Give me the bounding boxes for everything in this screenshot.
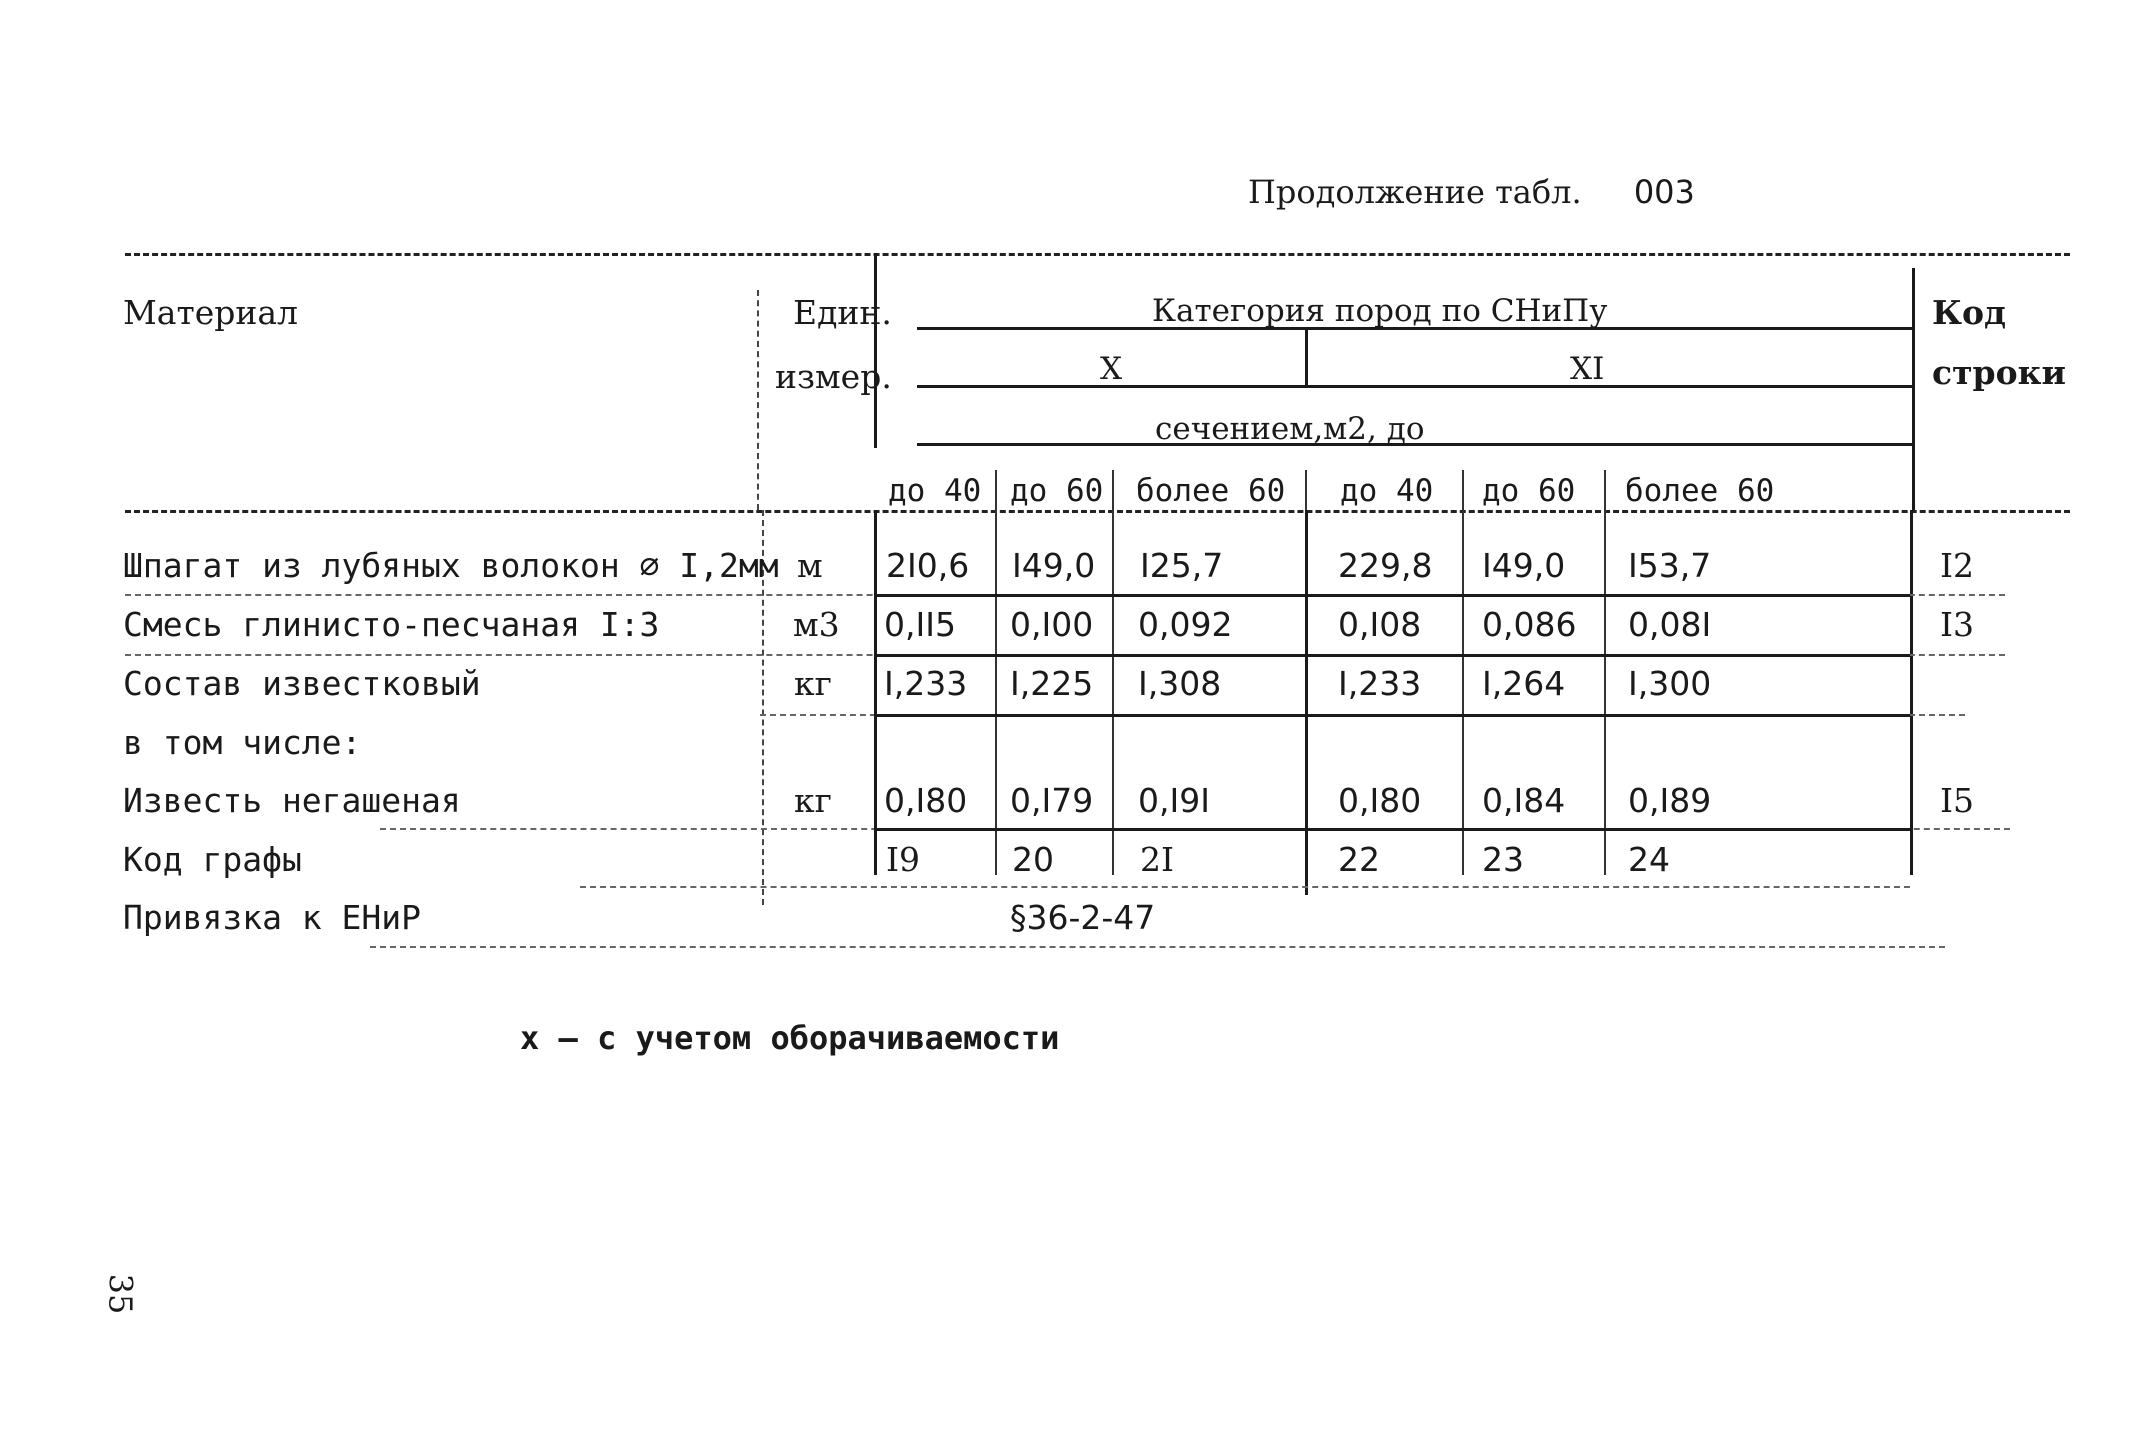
row-value: 0,I80	[1338, 781, 1422, 820]
header-material: Материал	[123, 293, 299, 332]
row-value: 229,8	[1338, 546, 1433, 585]
row-code: I3	[1940, 605, 1975, 644]
header-unit-line1: Един.	[793, 293, 892, 332]
header-bottom-rule	[125, 510, 2070, 513]
row-value: I,233	[1338, 664, 1422, 703]
subheader-sep-5	[1604, 470, 1606, 510]
row-value: 0,I79	[1010, 781, 1094, 820]
row-value: I,264	[1482, 664, 1566, 703]
col-sep-4	[1462, 510, 1464, 875]
column-codes-label: Код графы	[123, 840, 302, 879]
subheader-x-60: до 60	[1010, 473, 1104, 509]
header-unit-line2: измер.	[775, 357, 892, 396]
row-value: 0,I00	[1010, 605, 1094, 644]
subheader-sep-4	[1462, 470, 1464, 510]
column-code: 2I	[1140, 840, 1175, 879]
subheader-sep-3	[1305, 470, 1307, 510]
row-rule-3-values	[874, 714, 1910, 717]
row-value: I,300	[1628, 664, 1712, 703]
row-unit: м	[797, 546, 823, 585]
header-code-line1: Код	[1932, 293, 2007, 332]
header-group-xi: XI	[1570, 351, 1605, 387]
row-unit: м3	[793, 605, 840, 644]
subheader-xi-over60: более 60	[1625, 473, 1775, 509]
col-sep-group	[1305, 510, 1308, 895]
table-caption	[1248, 172, 1695, 212]
row-rule-1-values	[874, 594, 1910, 597]
row-value: I49,0	[1012, 546, 1096, 585]
row-rule-5-values	[874, 828, 1910, 831]
group-divider	[1305, 328, 1308, 386]
header-group-x: X	[1100, 351, 1123, 387]
column-code: I9	[886, 840, 921, 879]
subheader-x-over60: более 60	[1136, 473, 1286, 509]
caption-text: Продолжение табл.	[1248, 173, 1582, 211]
page-number: 35	[101, 1273, 140, 1315]
binding-value: §36-2-47	[1010, 898, 1156, 937]
subheader-xi-60: до 60	[1482, 473, 1576, 509]
row-name: Смесь глинисто-песчаная I:3	[123, 605, 660, 644]
row-code: I5	[1940, 781, 1975, 820]
row-value: 0,II5	[884, 605, 956, 644]
row-value: I,225	[1010, 664, 1094, 703]
column-code: 24	[1628, 840, 1670, 879]
column-code: 20	[1012, 840, 1054, 879]
row-rule-2-values	[874, 654, 1910, 657]
row-value: 0,I89	[1628, 781, 1712, 820]
row-value: 2I0,6	[886, 546, 970, 585]
header-section: сечением,м2, до	[1155, 411, 1425, 447]
row-name: Состав известковый	[123, 664, 481, 703]
row-rule-6	[580, 886, 1910, 888]
binding-label: Привязка к ЕНиР	[123, 898, 422, 937]
row-name: Шпагат из лубяных волокон ∅ I,2мм	[123, 546, 779, 585]
row-value: I49,0	[1482, 546, 1566, 585]
table-bottom-rule	[370, 946, 1945, 948]
row-value: I,233	[884, 664, 968, 703]
row-value: I53,7	[1628, 546, 1712, 585]
column-code: 23	[1482, 840, 1524, 879]
groups-underline	[917, 385, 1912, 388]
row-value: 0,08I	[1628, 605, 1712, 644]
unit-left-border-header	[757, 290, 759, 510]
row-value: 0,086	[1482, 605, 1577, 644]
row-code: I2	[1940, 546, 1975, 585]
header-right-border	[1912, 268, 1915, 510]
row-name: Известь негашеная	[123, 781, 461, 820]
subheader-sep-2	[1112, 470, 1114, 510]
row-value: 0,092	[1138, 605, 1233, 644]
row-unit: кг	[794, 781, 832, 820]
col-sep-2	[1112, 510, 1114, 875]
footnote: х – с учетом оборачиваемости	[520, 1019, 1060, 1057]
code-left-border	[1910, 510, 1913, 875]
row-unit: кг	[794, 664, 832, 703]
subheader-sep-1	[995, 470, 997, 510]
row-value: 0,I80	[884, 781, 968, 820]
row-name: в том числе:	[123, 723, 362, 762]
table-top-rule	[125, 253, 2070, 256]
header-left-border	[874, 253, 877, 448]
subheader-xi-40: до 40	[1340, 473, 1434, 509]
row-value: 0,I84	[1482, 781, 1566, 820]
col-sep-1	[995, 510, 997, 875]
col-sep-5	[1604, 510, 1606, 875]
header-category: Категория пород по СНиПу	[1152, 293, 1608, 329]
values-left-border	[874, 510, 877, 875]
row-value: I25,7	[1140, 546, 1224, 585]
row-value: 0,I9I	[1138, 781, 1210, 820]
caption-number: 003	[1633, 173, 1695, 211]
column-code: 22	[1338, 840, 1380, 879]
header-code-line2: строки	[1932, 353, 2066, 392]
row-value: 0,I08	[1338, 605, 1422, 644]
subheader-x-40: до 40	[888, 473, 982, 509]
row-value: I,308	[1138, 664, 1222, 703]
